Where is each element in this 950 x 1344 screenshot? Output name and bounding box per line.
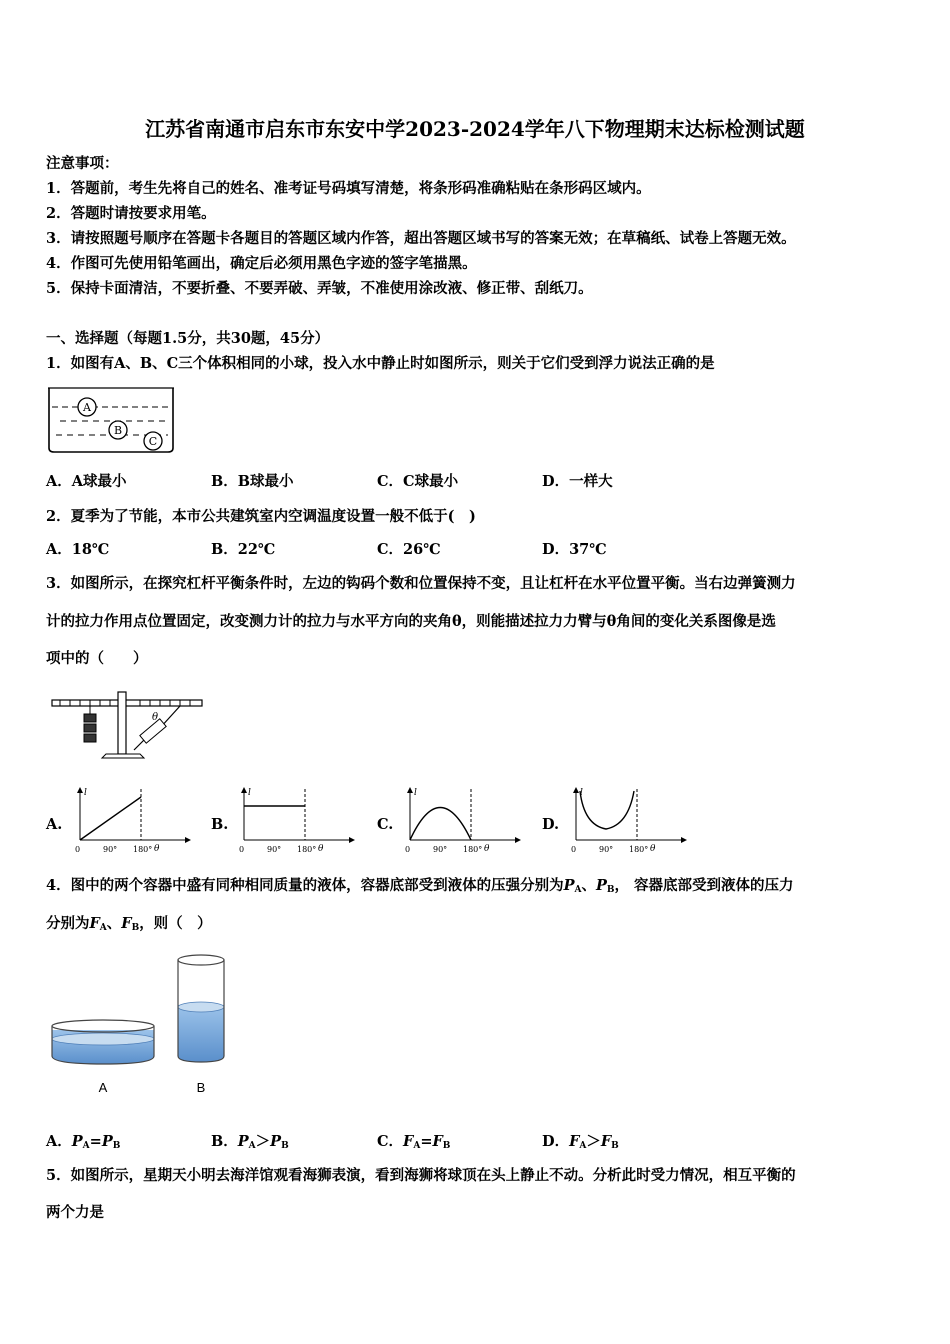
q1-option-a[interactable]: A．A球最小 <box>46 473 127 490</box>
question-2-stem: 2．夏季为了节能，本市公共建筑室内空调温度设置一般不低于( ) <box>46 508 476 525</box>
svg-text:θ: θ <box>484 844 490 854</box>
svg-text:θ: θ <box>154 844 160 854</box>
q3-option-c-label[interactable]: C. <box>377 816 394 833</box>
q3-option-b-label[interactable]: B. <box>211 816 229 833</box>
container-label: B <box>196 1080 206 1095</box>
svg-text:0: 0 <box>75 845 81 854</box>
svg-text:180°: 180° <box>629 845 649 854</box>
notice-item: 5．保持卡面清洁，不要折叠、不要弄破、弄皱，不准使用涂改液、修正带、刮纸刀。 <box>46 280 593 297</box>
q3-graph-b[interactable] <box>234 785 364 857</box>
q1-figure-balls-in-water <box>46 380 178 458</box>
q4-figure-containers <box>46 950 236 1100</box>
svg-text:0: 0 <box>239 845 245 854</box>
page-title: 江苏省南通市启东市东安中学2023-2024学年八下物理期末达标检测试题 <box>145 117 805 141</box>
q4-option-a[interactable]: A．$P_A=P_B$ <box>46 1133 121 1151</box>
section-heading: 一、选择题（每题1.5分，共30题，45分） <box>46 330 330 347</box>
svg-text:180°: 180° <box>297 845 317 854</box>
ball-label: C <box>148 435 158 448</box>
q1-option-c[interactable]: C．C球最小 <box>377 473 459 490</box>
svg-text:90°: 90° <box>103 845 118 854</box>
q2-option-b[interactable]: B．22℃ <box>211 541 276 558</box>
ball-label: A <box>83 401 91 414</box>
q2-option-d[interactable]: D．37℃ <box>542 541 607 558</box>
question-3-stem-line: 3．如图所示，在探究杠杆平衡条件时，左边的钩码个数和位置保持不变，且让杠杆在水平位置平衡。当右边弹簧测力 <box>46 575 796 592</box>
q1-option-b[interactable]: B．B球最小 <box>211 473 294 490</box>
question-3-stem-line: 项中的（ ） <box>46 650 148 667</box>
notice-item: 1．答题前，考生先将自己的姓名、准考证号码填写清楚，将条形码准确粘贴在条形码区域内。 <box>46 180 651 197</box>
svg-text:90°: 90° <box>267 845 282 854</box>
q4-option-d[interactable]: D．$F_A>F_B$ <box>542 1133 619 1151</box>
svg-text:θ: θ <box>650 844 656 854</box>
svg-text:θ: θ <box>318 844 324 854</box>
notice-item: 3．请按照题号顺序在答题卡各题目的答题区域内作答，超出答题区域书写的答案无效；在草稿纸、试卷上答题无效。 <box>46 230 796 247</box>
q2-option-c[interactable]: C．26℃ <box>377 541 441 558</box>
svg-text:90°: 90° <box>433 845 448 854</box>
notice-item: 4．作图可先使用铅笔画出，确定后必须用黑色字迹的签字笔描黑。 <box>46 255 477 272</box>
svg-text:l: l <box>580 788 583 798</box>
svg-text:180°: 180° <box>463 845 483 854</box>
q3-option-d-label[interactable]: D. <box>542 816 560 833</box>
container-label: A <box>98 1080 108 1095</box>
question-1-stem: 1．如图有A、B、C三个体积相同的小球，投入水中静止时如图所示，则关于它们受到浮力说法正确的是 <box>46 355 715 372</box>
q3-option-a-label[interactable]: A. <box>46 816 63 833</box>
svg-text:0: 0 <box>405 845 411 854</box>
question-4-stem-line: 分别为$F_A$、$F_B$，则（ ） <box>46 915 212 933</box>
svg-text:0: 0 <box>571 845 577 854</box>
q4-option-b[interactable]: B．$P_A>P_B$ <box>211 1133 289 1151</box>
question-5-stem-line: 两个力是 <box>46 1204 104 1221</box>
svg-text:l: l <box>414 788 417 798</box>
q2-option-a[interactable]: A．18℃ <box>46 541 110 558</box>
question-3-stem-line: 计的拉力作用点位置固定，改变测力计的拉力与水平方向的夹角θ，则能描述拉力力臂与θ角间的变化关系图像是选 <box>46 613 776 630</box>
svg-text:90°: 90° <box>599 845 614 854</box>
notice-item: 2．答题时请按要求用笔。 <box>46 205 216 222</box>
svg-text:180°: 180° <box>133 845 153 854</box>
q3-figure-lever <box>48 688 208 760</box>
q3-graph-a[interactable] <box>70 785 200 857</box>
question-5-stem-line: 5．如图所示，星期天小明去海洋馆观看海狮表演，看到海狮将球顶在头上静止不动。分析此时受力情况，相互平衡的 <box>46 1167 796 1184</box>
notice-heading: 注意事项： <box>46 155 119 172</box>
q3-graph-c[interactable] <box>400 785 530 857</box>
q4-option-c[interactable]: C．$F_A=F_B$ <box>377 1133 451 1151</box>
svg-text:l: l <box>84 788 87 798</box>
q3-graph-d[interactable] <box>566 785 696 857</box>
ball-label: B <box>113 424 123 437</box>
q1-option-d[interactable]: D．一样大 <box>542 473 613 490</box>
svg-text:l: l <box>248 788 251 798</box>
question-4-stem-line: 4．图中的两个容器中盛有同种相同质量的液体，容器底部受到液体的压强分别为$P_A$、$P_B$， 容器底部受到液体的压力 <box>46 877 794 895</box>
theta-label: θ <box>152 712 159 723</box>
